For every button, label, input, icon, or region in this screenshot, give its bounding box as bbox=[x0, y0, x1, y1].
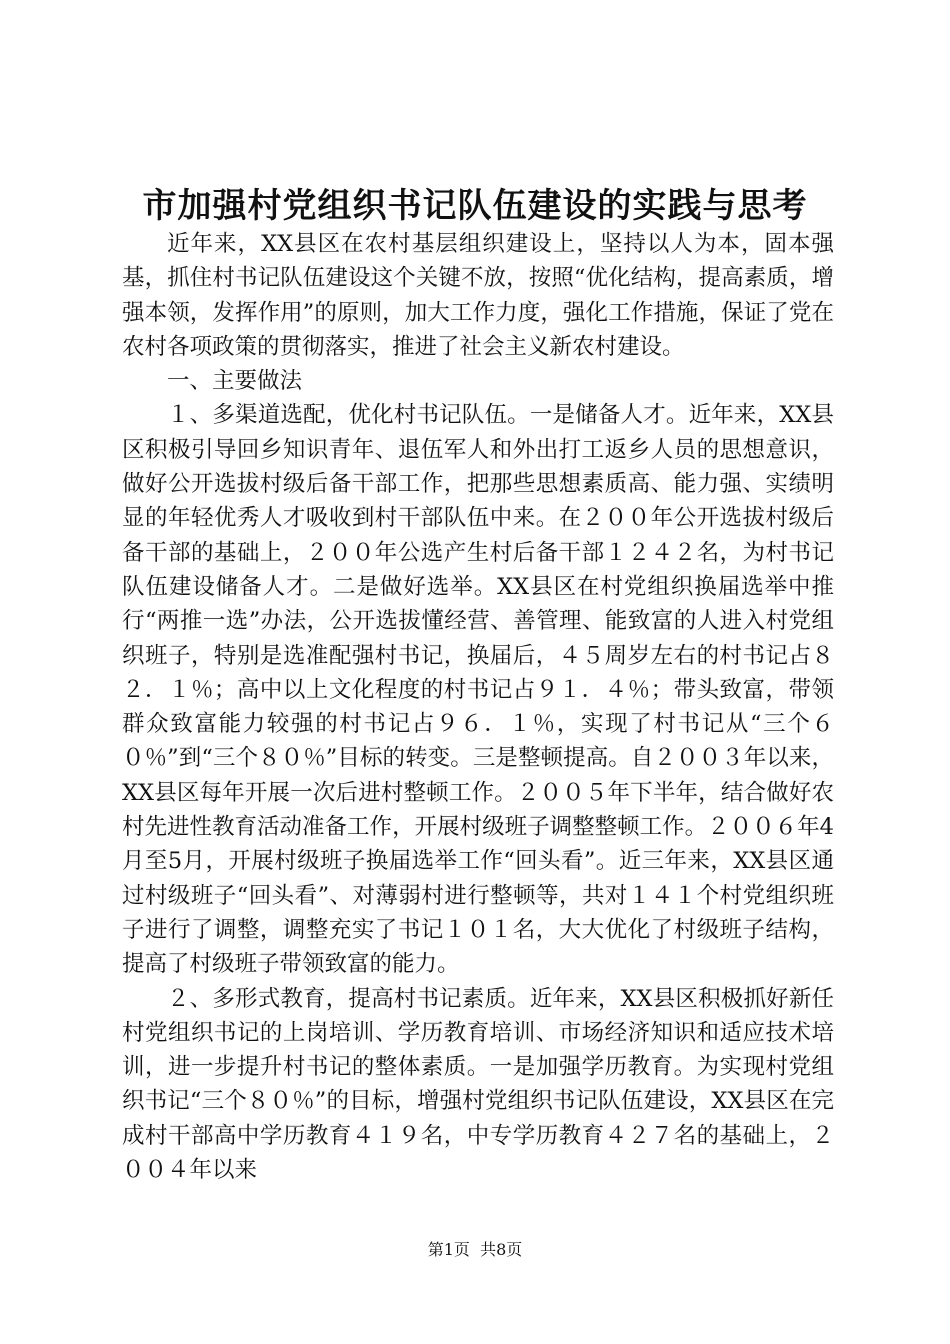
document-body bbox=[122, 227, 834, 1187]
paragraph-selection: １、多渠道选配，优化村书记队伍。一是储备人才。近年来，XX县区积极引导回乡知识青年、退伍军人和外出打工返乡人员的思想意识，做好公开选拔村级后备干部工作，把那些思想素质高、能力强、实绩明显的年轻优秀人才吸收到村干部队伍中来。在２００年公开选拔村级后备干部的基础上，２００年公选产生村后备干部１２４２名，为村书记队伍建设储备人才。二是做好选举。XX县区在村党组织换届选举中推行“两推一选”办法，公开选拔懂经营、善管理、能致富的人进入村党组织班子，特别是选准配强村书记，换届后，４５周岁左右的村书记占８２．１％；高中以上文化程度的村书记占９１．４％；带头致富，带领群众致富能力较强的村书记占９６．１％，实现了村书记从“三个６０％”到“三个８０％”目标的转变。三是整顿提高。自２００３年以来，XX县区每年开展一次后进村整顿工作。２００５年下半年，结合做好农村先进性教育活动准备工作，开展村级班子调整整顿工作。２００６年4月至5月，开展村级班子换届选举工作“回头看”。近三年来，XX县区通过村级班子“回头看”、对薄弱村进行整顿等，共对１４１个村党组织班子进行了调整，调整充实了书记１０１名，大大优化了村级班子结构，提高了村级班子带领致富的能力。 bbox=[122, 402, 834, 978]
section-heading-main-practices: 一、主要做法 bbox=[167, 368, 303, 395]
paragraph-education: ２、多形式教育，提高村书记素质。近年来，XX县区积极抓好新任村党组织书记的上岗培训、学历教育培训、市场经济知识和适应技术培训，进一步提升村书记的整体素质。一是加强学历教育。为实现村党组织书记“三个８０％”的目标，增强村党组织书记队伍建设，XX县区在完成村干部高中学历教育４１９名，中专学历教育４２７名的基础上，２００４年以来 bbox=[122, 985, 834, 1184]
page-number-label: 第1页 共8页 bbox=[427, 1240, 523, 1259]
page-footer bbox=[0, 1239, 950, 1261]
document-title: 市加强村党组织书记队伍建设的实践与思考 bbox=[142, 186, 808, 226]
paragraph-intro: 近年来，XX县区在农村基层组织建设上，坚持以人为本，固本强基，抓住村书记队伍建设这个关键不放，按照“优化结构，提高素质，增强本领，发挥作用”的原则，加大工作力度，强化工作措施，保证了党在农村各项政策的贯彻落实，推进了社会主义新农村建设。 bbox=[122, 231, 834, 360]
